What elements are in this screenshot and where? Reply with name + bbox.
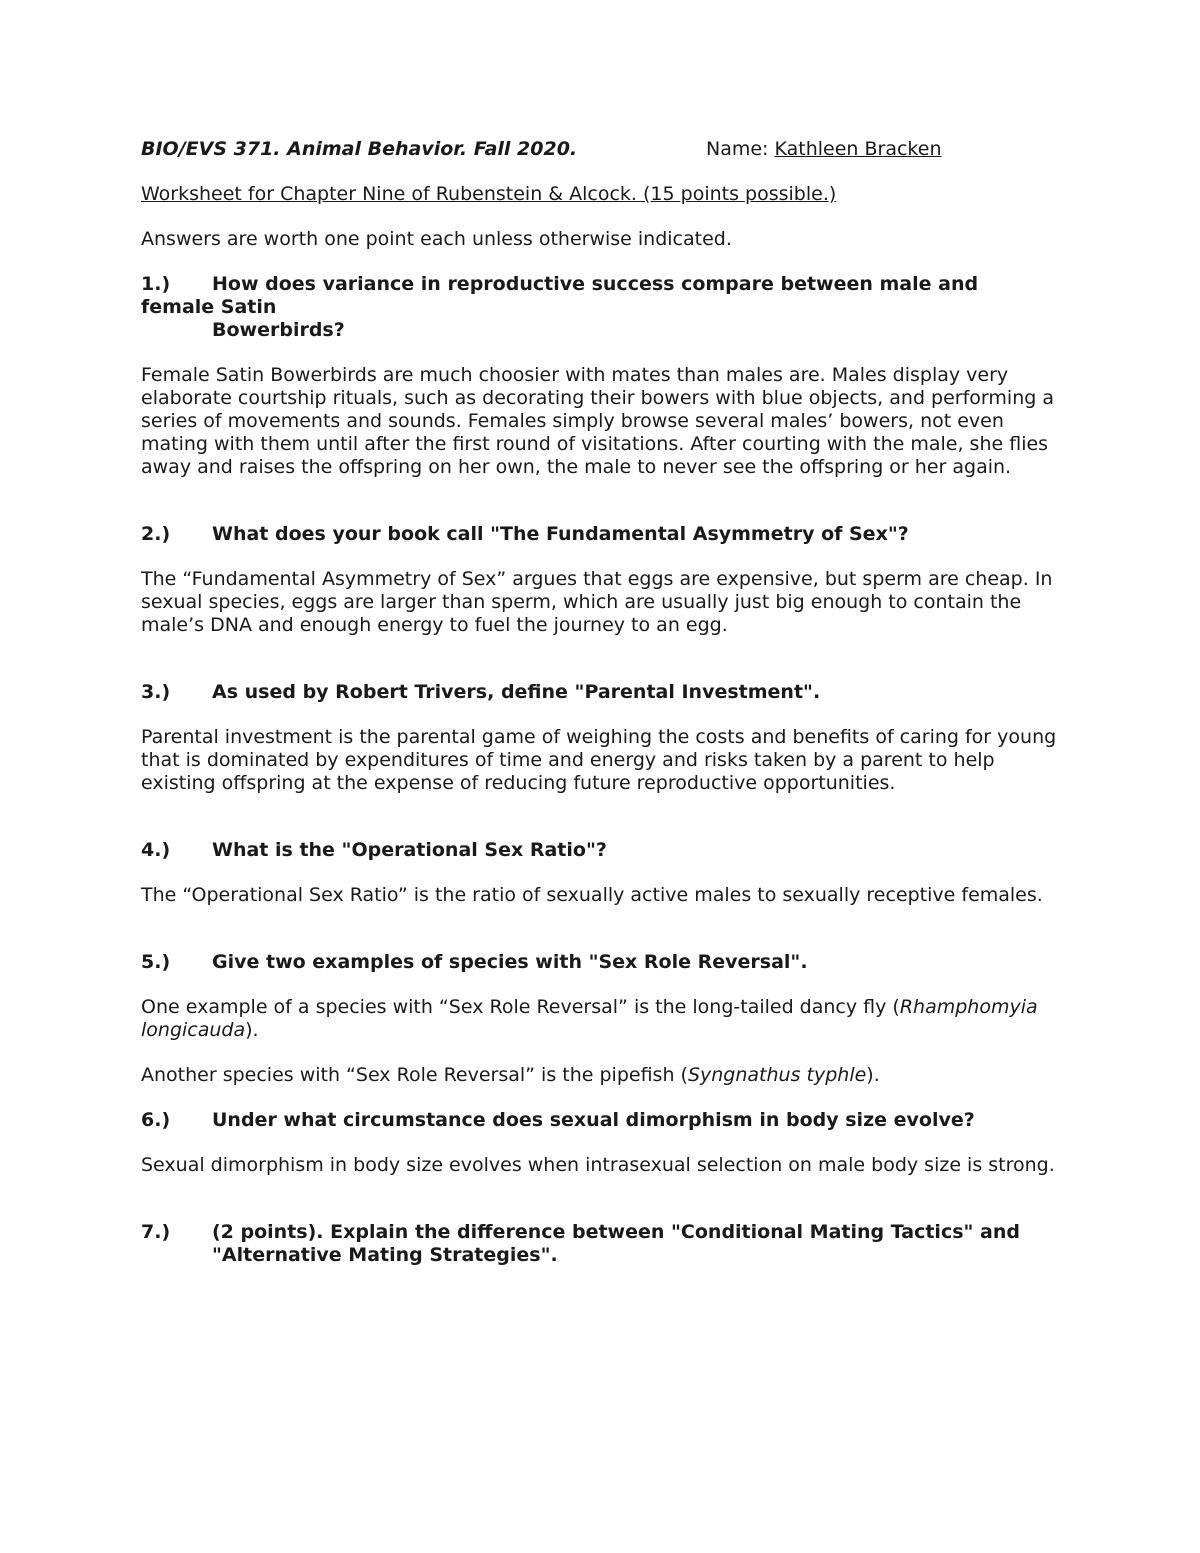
question-text: What is the "Operational Sex Ratio"? bbox=[212, 839, 607, 861]
answer-1: Female Satin Bowerbirds are much choosier with mates than males are. Males display very elaborate courtship rituals, such as decorating their bowers with blue objects, and performing a series of movements and sounds. Females simply browse several males’ bowers, not even mating with them until after the first round of visitations. After courting with the male, she flies away and raises the offspring on her own, the male to never see the offspring or her again. bbox=[141, 364, 1054, 478]
question-number: 5.) bbox=[141, 951, 171, 973]
question-3 bbox=[141, 681, 1061, 704]
student-name bbox=[706, 138, 942, 161]
name-label: Name: bbox=[706, 138, 775, 160]
question-text: What does your book call "The Fundamental Asymmetry of Sex"? bbox=[212, 523, 909, 545]
worksheet-page bbox=[141, 138, 1061, 1289]
question-2 bbox=[141, 523, 1061, 546]
question-text: (2 points). Explain the difference between "Conditional Mating Tactics" and "Alternative Mating Strategies". bbox=[212, 1221, 1020, 1266]
question-7 bbox=[141, 1221, 1061, 1267]
question-text-line-2: female Satin bbox=[141, 296, 277, 318]
species-name: Rhamphomyia longicauda bbox=[141, 996, 1038, 1041]
species-name: Syngnathus typhle bbox=[687, 1064, 867, 1086]
name-value: Kathleen Bracken bbox=[774, 138, 942, 160]
question-number: 1.) bbox=[141, 273, 171, 295]
instructions: Answers are worth one point each unless otherwise indicated. bbox=[141, 228, 732, 250]
worksheet-subtitle: Worksheet for Chapter Nine of Rubenstein & Alcock. (15 points possible.) bbox=[141, 183, 837, 205]
question-1 bbox=[141, 273, 1061, 342]
answer-3: Parental investment is the parental game of weighing the costs and benefits of caring for young that is dominated by expenditures of time and energy and risks taken by a parent to help existing offspring at the expense of reducing future reproductive opportunities. bbox=[141, 726, 1057, 794]
question-text: Give two examples of species with "Sex Role Reversal". bbox=[212, 951, 808, 973]
question-5 bbox=[141, 951, 1061, 974]
question-number: 7.) bbox=[141, 1221, 171, 1243]
question-4 bbox=[141, 839, 1061, 862]
question-text-line-1: How does variance in reproductive success compare between male and bbox=[212, 273, 979, 295]
question-number: 2.) bbox=[141, 523, 171, 545]
question-6 bbox=[141, 1109, 1061, 1132]
question-text: As used by Robert Trivers, define "Parental Investment". bbox=[212, 681, 821, 703]
question-number: 6.) bbox=[141, 1109, 171, 1131]
question-text-line-3: Bowerbirds? bbox=[212, 319, 345, 341]
question-text: Under what circumstance does sexual dimorphism in body size evolve? bbox=[212, 1109, 975, 1131]
course-title: BIO/EVS 371. Animal Behavior. Fall 2020. bbox=[141, 138, 578, 160]
question-number: 4.) bbox=[141, 839, 171, 861]
answer-5-example-1: One example of a species with “Sex Role Reversal” is the long-tailed dancy fly (Rhamphomyia longicauda). bbox=[141, 996, 1038, 1041]
answer-4: The “Operational Sex Ratio” is the ratio of sexually active males to sexually receptive females. bbox=[141, 884, 1043, 906]
answer-2: The “Fundamental Asymmetry of Sex” argues that eggs are expensive, but sperm are cheap. In sexual species, eggs are larger than sperm, which are usually just big enough to contain the male’s DNA and enough energy to fuel the journey to an egg. bbox=[141, 568, 1053, 636]
answer-5-example-2: Another species with “Sex Role Reversal” is the pipefish (Syngnathus typhle). bbox=[141, 1064, 880, 1086]
answer-6: Sexual dimorphism in body size evolves when intrasexual selection on male body size is strong. bbox=[141, 1154, 1055, 1176]
question-number: 3.) bbox=[141, 681, 171, 703]
header-line bbox=[141, 138, 1061, 161]
